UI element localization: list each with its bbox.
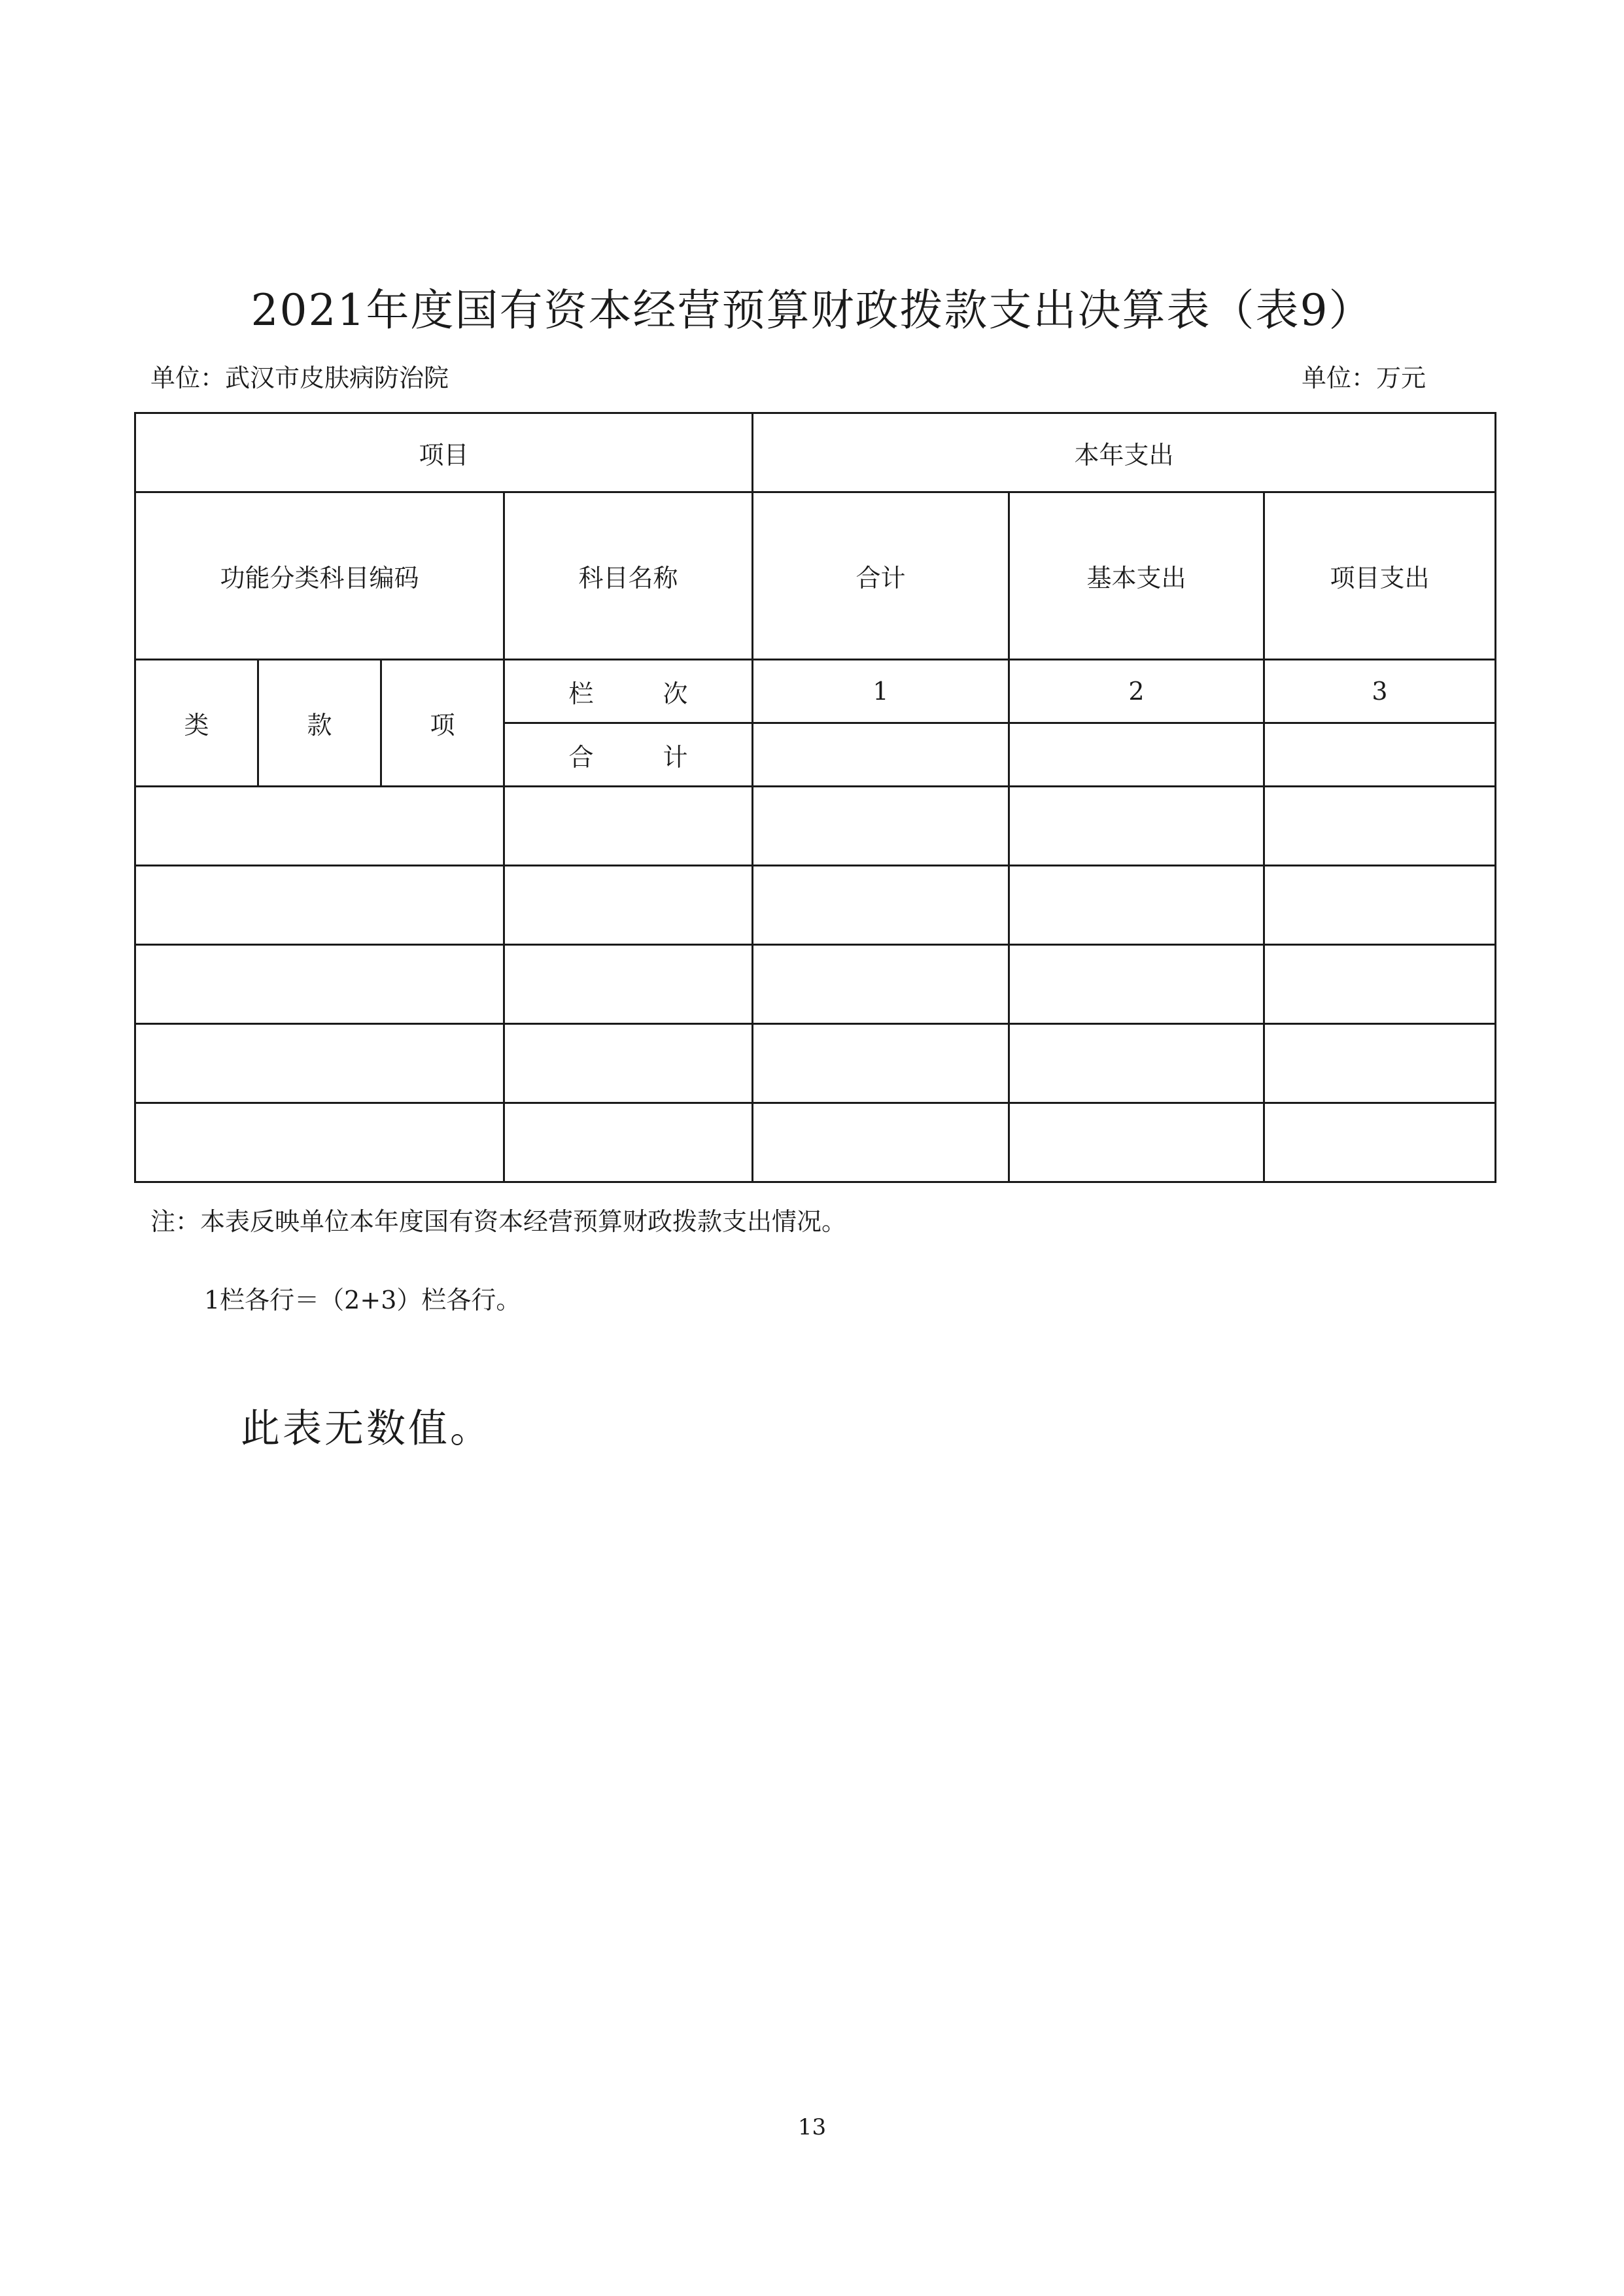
currency-unit: 单位：万元: [1302, 364, 1426, 392]
table-cell: [1009, 945, 1264, 1024]
table-note-formula: 1栏各行＝（2+3）栏各行。: [204, 1286, 521, 1314]
column-number-2: 2: [1009, 660, 1264, 723]
total-label: 合 计: [504, 723, 753, 787]
page-title: 2021年度国有资本经营预算财政拨款支出决算表（表9）: [251, 285, 1373, 335]
table-cell: [504, 1024, 753, 1103]
reporting-unit: 单位：武汉市皮肤病防治院: [150, 364, 449, 392]
table-row: [135, 787, 1496, 866]
page-number: 13: [797, 2114, 827, 2140]
header-project: 项目支出: [1264, 492, 1496, 660]
table-cell: [1264, 945, 1496, 1024]
table-cell: [1009, 787, 1264, 866]
no-value-statement: 此表无数值。: [241, 1406, 492, 1452]
table-cell: [753, 866, 1009, 945]
header-current-year: 本年支出: [753, 413, 1496, 492]
column-number-1: 1: [753, 660, 1009, 723]
table-row: [135, 866, 1496, 945]
table-cell: [753, 787, 1009, 866]
table-cell: [135, 945, 504, 1024]
header-row-2: [135, 492, 1496, 660]
column-number-label: 栏 次: [504, 660, 753, 723]
table-cell: [753, 1024, 1009, 1103]
table-row: [135, 1024, 1496, 1103]
table-row: [135, 945, 1496, 1024]
table-cell: [1264, 866, 1496, 945]
table-cell: [1009, 1024, 1264, 1103]
header-basic: 基本支出: [1009, 492, 1264, 660]
expenditure-table: [134, 412, 1496, 1183]
total-value-2: [1009, 723, 1264, 787]
table-row: [135, 1103, 1496, 1182]
total-value-3: [1264, 723, 1496, 787]
column-number-3: 3: [1264, 660, 1496, 723]
table-note: 注：本表反映单位本年度国有资本经营预算财政拨款支出情况。: [150, 1207, 847, 1236]
column-number-row: [135, 660, 1496, 723]
table-cell: [753, 1103, 1009, 1182]
table-cell: [504, 866, 753, 945]
header-code: 功能分类科目编码: [135, 492, 504, 660]
header-name: 科目名称: [504, 492, 753, 660]
table-cell: [135, 1103, 504, 1182]
header-total: 合计: [753, 492, 1009, 660]
header-row-1: [135, 413, 1496, 492]
table-cell: [1264, 787, 1496, 866]
header-class: 类: [135, 660, 258, 787]
table-cell: [135, 1024, 504, 1103]
header-item: 项目: [135, 413, 753, 492]
table-cell: [135, 787, 504, 866]
table-cell: [1009, 866, 1264, 945]
table-cell: [1264, 1103, 1496, 1182]
table-cell: [504, 945, 753, 1024]
table-cell: [504, 787, 753, 866]
table-cell: [135, 866, 504, 945]
table-cell: [504, 1103, 753, 1182]
table-cell: [1264, 1024, 1496, 1103]
header-section: 款: [258, 660, 381, 787]
header-subitem: 项: [381, 660, 504, 787]
total-value-1: [753, 723, 1009, 787]
table-cell: [1009, 1103, 1264, 1182]
table-cell: [753, 945, 1009, 1024]
